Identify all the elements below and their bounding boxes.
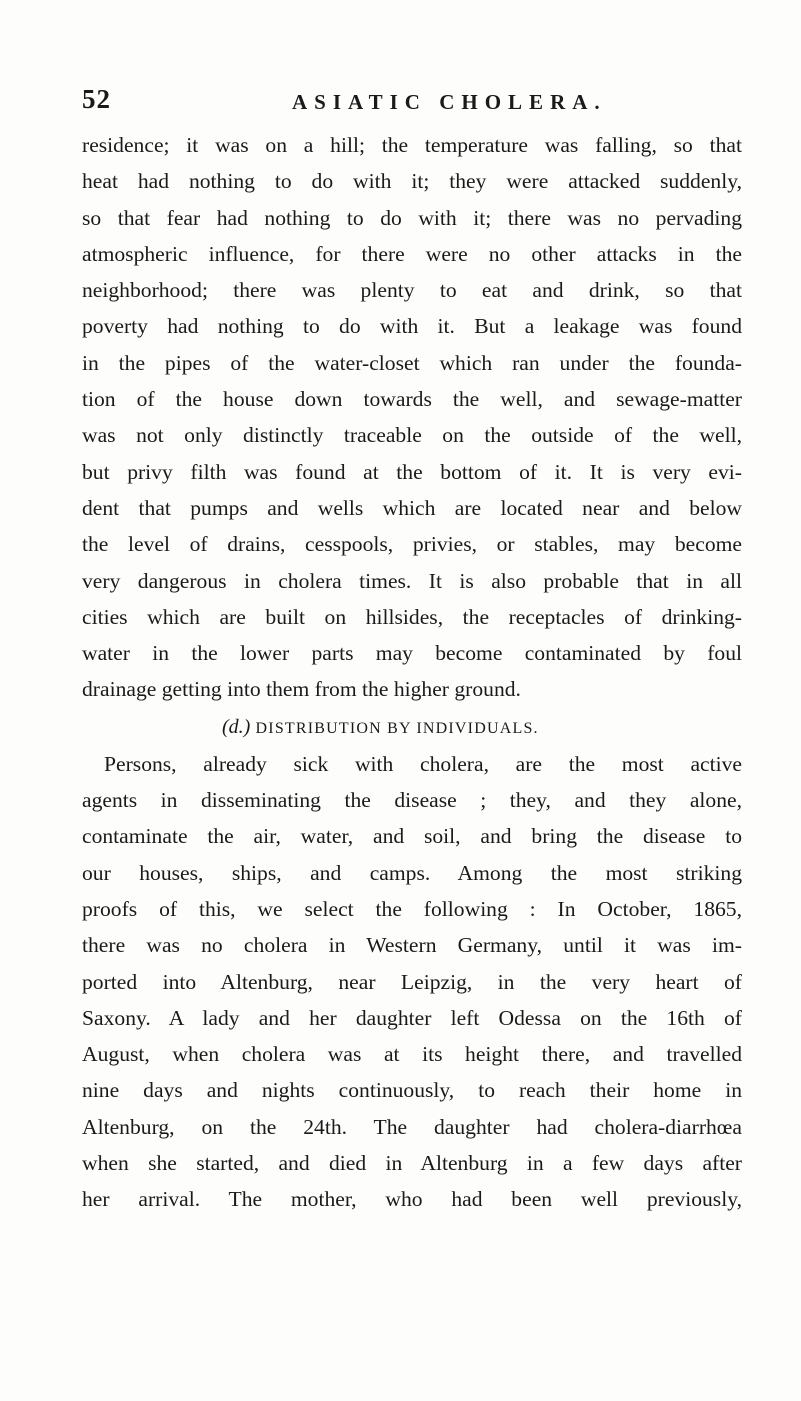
text-line: tion of the house down towards the well, and sewage-matter: [82, 387, 742, 412]
text-line: agents in disseminating the disease ; they, and they alone,: [82, 788, 742, 813]
text-line: cities which are built on hillsides, the receptacles of drinking-: [82, 604, 742, 629]
text-line: our houses, ships, and camps. Among the most striking: [82, 860, 742, 885]
text-line: Persons, already sick with cholera, are the most active: [104, 751, 742, 776]
text-line: contaminate the air, water, and soil, and bring the disease to: [82, 824, 742, 849]
text-line: water in the lower parts may become contaminated by foul: [82, 641, 742, 666]
text-line: the level of drains, cesspools, privies, or stables, may become: [82, 532, 742, 557]
text-line: Altenburg, on the 24th. The daughter had cholera-diarrhœa: [82, 1114, 742, 1139]
text-line: her arrival. The mother, who had been well previously,: [82, 1187, 742, 1212]
text-line: drainage getting into them from the higher ground.: [82, 677, 521, 702]
text-line: ported into Altenburg, near Leipzig, in the very heart of: [82, 969, 742, 994]
text-line: there was no cholera in Western Germany, until it was im-: [82, 933, 742, 958]
paragraph-residence: [82, 127, 742, 708]
text-line: was not only distinctly traceable on the outside of the well,: [82, 423, 742, 448]
text-line: atmospheric influence, for there were no other attacks in the: [82, 241, 742, 266]
text-line: August, when cholera was at its height there, and travelled: [82, 1042, 742, 1067]
body-text: [82, 127, 742, 1218]
text-line: but privy filth was found at the bottom of it. It is very evi-: [82, 459, 742, 484]
text-line: when she started, and died in Altenburg in a few days after: [82, 1151, 742, 1176]
text-line: dent that pumps and wells which are located near and below: [82, 495, 742, 520]
running-head: [82, 84, 742, 124]
text-line: proofs of this, we select the following : In October, 1865,: [82, 896, 742, 921]
text-line: very dangerous in cholera times. It is also probable that in all: [82, 568, 742, 593]
text-line: nine days and nights continuously, to reach their home in: [82, 1078, 742, 1103]
text-line: residence; it was on a hill; the temperature was falling, so that: [82, 133, 742, 157]
page-number: 52: [82, 84, 111, 114]
paragraph-distribution: [82, 746, 742, 1218]
text-line: poverty had nothing to do with it. But a leakage was found: [82, 314, 742, 339]
text-line: Saxony. A lady and her daughter left Odessa on the 16th of: [82, 1005, 742, 1030]
text-line: neighborhood; there was plenty to eat and drink, so that: [82, 278, 742, 303]
section-marker: (d.): [222, 715, 251, 738]
section-heading: [82, 708, 742, 746]
running-title: ASIATIC CHOLERA.: [292, 90, 607, 114]
text-line: heat had nothing to do with it; they were attacked suddenly,: [82, 169, 742, 194]
text-line: so that fear had nothing to do with it; there was no pervading: [82, 205, 742, 230]
text-line: in the pipes of the water-closet which ran under the founda-: [82, 350, 742, 375]
section-title: DISTRIBUTION BY INDIVIDUALS.: [255, 719, 539, 737]
